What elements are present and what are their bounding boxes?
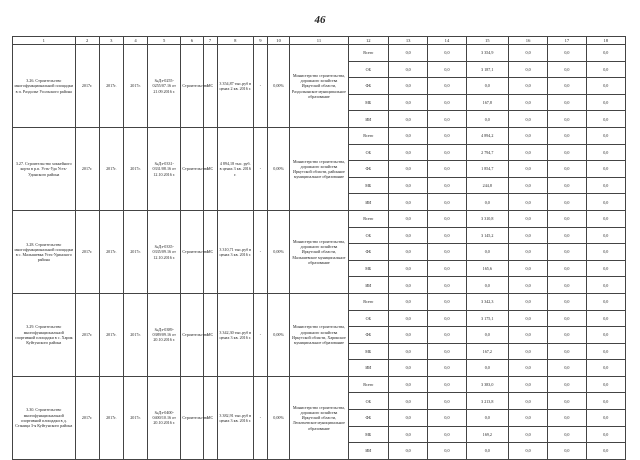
executor: Министерство строительства, дорожного хозяйства Иркутской области, Раздольинское муниципальное образование xyxy=(290,45,348,128)
funding-source: Всего xyxy=(348,45,388,62)
funding-source: Всего xyxy=(348,376,388,393)
funding-source: ОБ xyxy=(348,393,388,410)
funding-value: 0,0 xyxy=(586,293,625,310)
funding-value: 0,0 xyxy=(428,94,466,111)
funding-value: 0,0 xyxy=(586,111,625,128)
funding-value: 0,0 xyxy=(388,277,427,294)
funding-value: 0,0 xyxy=(508,260,547,277)
work-type: Строительство xyxy=(181,210,203,293)
funding-value: 0,0 xyxy=(388,244,427,261)
executor: Министерство строительства, дорожного хозяйства Иркутской области, районное муниципальное образование xyxy=(290,127,348,210)
object-name: 3.29. Строительство многофункциональной спортивной площадки в с. Харик Куйтунского района xyxy=(13,293,76,376)
year-mid: 2017г. xyxy=(99,45,123,128)
work-type: Строительство xyxy=(181,45,203,128)
funding-value: 0,0 xyxy=(428,310,466,327)
funding-value: 4 894,2 xyxy=(466,127,508,144)
funding-value: 0,0 xyxy=(586,127,625,144)
funding-value: 0,0 xyxy=(508,343,547,360)
header-cell: 2 xyxy=(75,37,99,45)
funding-value: 0,0 xyxy=(548,61,586,78)
funding-value: 0,0 xyxy=(548,210,586,227)
funding-value: 3 187,1 xyxy=(466,61,508,78)
funding-value: 0,0 xyxy=(388,410,427,427)
funding-value: 0,0 xyxy=(428,127,466,144)
funding-value: 0,0 xyxy=(466,360,508,377)
funding-value: 0,0 xyxy=(466,78,508,95)
funding-value: 0,0 xyxy=(508,78,547,95)
estimated-cost: 3 382,91 тыс.руб в ценах 3 кв. 2016 г. xyxy=(217,376,253,459)
readiness-percent: 0,00% xyxy=(268,293,290,376)
funding-value: 0,0 xyxy=(428,343,466,360)
work-type: Строительство xyxy=(181,376,203,459)
funding-value: 0,0 xyxy=(548,426,586,443)
column-9: - xyxy=(253,127,267,210)
funding-value: 0,0 xyxy=(586,426,625,443)
funding-value: 0,0 xyxy=(388,194,427,211)
object-name: 3.30. Строительство многофункциональной спортивной площадки в д. Станица 3-я Куйтунского района xyxy=(13,376,76,459)
funding-value: 3 213,8 xyxy=(466,393,508,410)
estimated-cost: 3 310,71 тыс.руб в ценах 3 кв. 2016 г. xyxy=(217,210,253,293)
funding-source: ФБ xyxy=(348,244,388,261)
funding-value: 0,0 xyxy=(548,360,586,377)
year-end: 2017г. xyxy=(123,293,147,376)
header-cell: 12 xyxy=(348,37,388,45)
executor: Министерство строительства, дорожного хозяйства Иркутской области, Харикское муниципальное образование xyxy=(290,293,348,376)
header-cell: 15 xyxy=(466,37,508,45)
ms-code: МС xyxy=(203,376,217,459)
funding-value: 0,0 xyxy=(388,376,427,393)
header-cell: 10 xyxy=(268,37,290,45)
readiness-percent: 0,00% xyxy=(268,45,290,128)
funding-value: 0,0 xyxy=(508,410,547,427)
funding-value: 0,0 xyxy=(428,376,466,393)
year-start: 2017г. xyxy=(75,45,99,128)
funding-value: 0,0 xyxy=(388,260,427,277)
funding-value: 0,0 xyxy=(586,343,625,360)
funding-value: 0,0 xyxy=(428,194,466,211)
work-type: Строительство xyxy=(181,127,203,210)
funding-value: 0,0 xyxy=(586,45,625,62)
funding-value: 0,0 xyxy=(428,144,466,161)
readiness-percent: 0,00% xyxy=(268,127,290,210)
header-cell: 6 xyxy=(181,37,203,45)
estimated-cost: 3 354,87 тыс.руб в ценах 2 кв. 2016 г. xyxy=(217,45,253,128)
table-row xyxy=(13,376,626,393)
year-mid: 2017г. xyxy=(99,127,123,210)
funding-value: 0,0 xyxy=(388,293,427,310)
funding-value: 0,0 xyxy=(586,194,625,211)
funding-value: 0,0 xyxy=(508,426,547,443)
contract-number: №Дз-0335-0335/09.16 от 12.10.2016 г. xyxy=(148,210,181,293)
funding-value: 0,0 xyxy=(428,410,466,427)
funding-source: Всего xyxy=(348,127,388,144)
year-mid: 2017г. xyxy=(99,210,123,293)
year-mid: 2017г. xyxy=(99,293,123,376)
funding-value: 3 354,9 xyxy=(466,45,508,62)
funding-value: 0,0 xyxy=(508,443,547,460)
column-9: - xyxy=(253,45,267,128)
estimated-cost: 3 342,30 тыс.руб в ценах 3 кв. 2016 г. xyxy=(217,293,253,376)
year-end: 2017г. xyxy=(123,45,147,128)
funding-value: 0,0 xyxy=(466,443,508,460)
header-row xyxy=(13,37,626,45)
funding-value: 0,0 xyxy=(548,127,586,144)
funding-value: 0,0 xyxy=(508,127,547,144)
funding-value: 0,0 xyxy=(548,443,586,460)
funding-value: 0,0 xyxy=(508,227,547,244)
funding-value: 3 175,1 xyxy=(466,310,508,327)
column-9: - xyxy=(253,376,267,459)
page-number: 46 xyxy=(314,14,326,26)
funding-value: 0,0 xyxy=(388,111,427,128)
funding-value: 0,0 xyxy=(428,210,466,227)
funding-value: 0,0 xyxy=(508,310,547,327)
funding-value: 0,0 xyxy=(428,177,466,194)
funding-source: ИИ xyxy=(348,443,388,460)
funding-value: 0,0 xyxy=(586,393,625,410)
year-end: 2017г. xyxy=(123,376,147,459)
funding-value: 0,0 xyxy=(548,177,586,194)
funding-value: 0,0 xyxy=(428,45,466,62)
funding-value: 3 310,8 xyxy=(466,210,508,227)
header-cell: 14 xyxy=(428,37,466,45)
funding-source: ФБ xyxy=(348,161,388,178)
column-9: - xyxy=(253,293,267,376)
funding-source: ИИ xyxy=(348,360,388,377)
funding-value: 0,0 xyxy=(548,343,586,360)
funding-value: 0,0 xyxy=(388,426,427,443)
funding-value: 0,0 xyxy=(586,327,625,344)
funding-value: 0,0 xyxy=(428,61,466,78)
funding-source: МБ xyxy=(348,426,388,443)
header-cell: 17 xyxy=(548,37,586,45)
header-cell: 18 xyxy=(586,37,625,45)
readiness-percent: 0,00% xyxy=(268,210,290,293)
funding-source: ОБ xyxy=(348,227,388,244)
funding-value: 0,0 xyxy=(586,61,625,78)
funding-value: 0,0 xyxy=(388,94,427,111)
funding-value: 0,0 xyxy=(508,61,547,78)
year-start: 2017г. xyxy=(75,127,99,210)
funding-value: 0,0 xyxy=(388,78,427,95)
funding-value: 2 794,7 xyxy=(466,144,508,161)
funding-value: 0,0 xyxy=(586,144,625,161)
funding-value: 0,0 xyxy=(548,78,586,95)
funding-value: 0,0 xyxy=(586,227,625,244)
funding-value: 0,0 xyxy=(388,61,427,78)
funding-value: 169,2 xyxy=(466,426,508,443)
funding-source: МБ xyxy=(348,343,388,360)
readiness-percent: 0,00% xyxy=(268,376,290,459)
funding-value: 0,0 xyxy=(466,410,508,427)
object-name: 3.26. Строительство многофункциональной площадки в п. Раздолье Усольского района xyxy=(13,45,76,128)
column-9: - xyxy=(253,210,267,293)
funding-value: 0,0 xyxy=(466,194,508,211)
funding-value: 0,0 xyxy=(586,94,625,111)
funding-value: 0,0 xyxy=(508,210,547,227)
contract-number: №Дз-0389-0389/09.16 от 20.10.2016 г. xyxy=(148,293,181,376)
object-name: 3.27. Строительство хоккейного корта в р.п. Усть-Уда Усть-Удинского района xyxy=(13,127,76,210)
year-end: 2017г. xyxy=(123,127,147,210)
funding-value: 0,0 xyxy=(548,45,586,62)
funding-source: ИИ xyxy=(348,111,388,128)
funding-value: 0,0 xyxy=(548,277,586,294)
funding-value: 0,0 xyxy=(508,144,547,161)
funding-value: 0,0 xyxy=(428,426,466,443)
executor: Министерство строительства, дорожного хозяйства Иркутской области, Малышевское муниципальное образование xyxy=(290,210,348,293)
funding-value: 0,0 xyxy=(586,210,625,227)
funding-value: 0,0 xyxy=(388,127,427,144)
program-table xyxy=(12,36,626,460)
funding-value: 0,0 xyxy=(508,393,547,410)
funding-value: 3 145,2 xyxy=(466,227,508,244)
funding-value: 0,0 xyxy=(548,327,586,344)
header-cell: 7 xyxy=(203,37,217,45)
funding-value: 0,0 xyxy=(508,244,547,261)
funding-value: 0,0 xyxy=(466,327,508,344)
funding-value: 0,0 xyxy=(548,227,586,244)
header-cell: 8 xyxy=(217,37,253,45)
table-row xyxy=(13,45,626,62)
funding-value: 0,0 xyxy=(586,443,625,460)
funding-value: 0,0 xyxy=(586,161,625,178)
funding-value: 0,0 xyxy=(548,310,586,327)
ms-code: МС xyxy=(203,293,217,376)
table-row xyxy=(13,210,626,227)
funding-value: 0,0 xyxy=(388,360,427,377)
funding-value: 0,0 xyxy=(548,410,586,427)
funding-value: 244,8 xyxy=(466,177,508,194)
funding-source: ОБ xyxy=(348,310,388,327)
funding-source: ИИ xyxy=(348,277,388,294)
funding-value: 0,0 xyxy=(548,376,586,393)
funding-value: 0,0 xyxy=(548,161,586,178)
funding-value: 1 854,7 xyxy=(466,161,508,178)
funding-source: ФБ xyxy=(348,327,388,344)
funding-value: 0,0 xyxy=(388,443,427,460)
estimated-cost: 4 894,18 тыс. руб. в ценах 3 кв. 2016 г. xyxy=(217,127,253,210)
work-type: Строительство xyxy=(181,293,203,376)
funding-value: 0,0 xyxy=(388,210,427,227)
funding-value: 0,0 xyxy=(388,227,427,244)
funding-value: 0,0 xyxy=(428,78,466,95)
funding-value: 0,0 xyxy=(388,343,427,360)
year-end: 2017г. xyxy=(123,210,147,293)
funding-value: 0,0 xyxy=(548,293,586,310)
ms-code: МС xyxy=(203,210,217,293)
object-name: 3.28. Строительство многофункциональной площадки в с. Малышевка Усть-Удинского района xyxy=(13,210,76,293)
funding-value: 0,0 xyxy=(548,260,586,277)
year-start: 2017г. xyxy=(75,210,99,293)
year-mid: 2017г. xyxy=(99,376,123,459)
funding-value: 0,0 xyxy=(586,310,625,327)
funding-value: 0,0 xyxy=(548,94,586,111)
funding-value: 0,0 xyxy=(428,293,466,310)
funding-value: 0,0 xyxy=(548,194,586,211)
funding-value: 0,0 xyxy=(508,45,547,62)
funding-source: ФБ xyxy=(348,410,388,427)
funding-value: 0,0 xyxy=(508,194,547,211)
funding-value: 0,0 xyxy=(428,244,466,261)
funding-source: ОБ xyxy=(348,144,388,161)
funding-value: 0,0 xyxy=(586,360,625,377)
contract-number: №Дз-0400-0400/10.16 от 20.10.2016 г. xyxy=(148,376,181,459)
table-row xyxy=(13,127,626,144)
funding-value: 0,0 xyxy=(428,111,466,128)
funding-value: 0,0 xyxy=(428,393,466,410)
header-cell: 3 xyxy=(99,37,123,45)
header-cell: 11 xyxy=(290,37,348,45)
funding-value: 0,0 xyxy=(428,443,466,460)
funding-value: 0,0 xyxy=(388,161,427,178)
funding-value: 0,0 xyxy=(508,161,547,178)
funding-value: 0,0 xyxy=(508,376,547,393)
funding-value: 0,0 xyxy=(428,161,466,178)
header-cell: 13 xyxy=(388,37,427,45)
funding-value: 0,0 xyxy=(508,293,547,310)
funding-value: 0,0 xyxy=(548,144,586,161)
funding-value: 167,2 xyxy=(466,343,508,360)
funding-source: ОБ xyxy=(348,61,388,78)
funding-value: 0,0 xyxy=(388,144,427,161)
header-cell: 4 xyxy=(123,37,147,45)
funding-value: 0,0 xyxy=(586,244,625,261)
executor: Министерство строительства, дорожного хозяйства Иркутской области, Леонтьевское муниципальное образование xyxy=(290,376,348,459)
funding-value: 0,0 xyxy=(428,260,466,277)
funding-value: 0,0 xyxy=(428,360,466,377)
funding-value: 3 383,0 xyxy=(466,376,508,393)
funding-value: 0,0 xyxy=(466,277,508,294)
funding-source: ФБ xyxy=(348,78,388,95)
ms-code: МС xyxy=(203,45,217,128)
funding-value: 167,8 xyxy=(466,94,508,111)
funding-value: 0,0 xyxy=(388,327,427,344)
funding-value: 0,0 xyxy=(586,177,625,194)
funding-value: 0,0 xyxy=(428,277,466,294)
year-start: 2017г. xyxy=(75,376,99,459)
funding-value: 0,0 xyxy=(586,410,625,427)
funding-source: ИИ xyxy=(348,194,388,211)
funding-source: Всего xyxy=(348,210,388,227)
funding-source: Всего xyxy=(348,293,388,310)
funding-value: 0,0 xyxy=(586,260,625,277)
header-cell: 1 xyxy=(13,37,76,45)
contract-number: №Дз-0331-0331/08.16 от 12.10.2016 г. xyxy=(148,127,181,210)
funding-value: 0,0 xyxy=(466,111,508,128)
funding-value: 0,0 xyxy=(428,227,466,244)
header-cell: 16 xyxy=(508,37,547,45)
funding-value: 0,0 xyxy=(548,111,586,128)
funding-value: 3 342,3 xyxy=(466,293,508,310)
funding-value: 165,6 xyxy=(466,260,508,277)
year-start: 2017г. xyxy=(75,293,99,376)
funding-value: 0,0 xyxy=(388,393,427,410)
header-cell: 5 xyxy=(148,37,181,45)
funding-value: 0,0 xyxy=(466,244,508,261)
funding-value: 0,0 xyxy=(388,177,427,194)
funding-source: МБ xyxy=(348,260,388,277)
funding-value: 0,0 xyxy=(548,244,586,261)
funding-value: 0,0 xyxy=(508,94,547,111)
table-row xyxy=(13,293,626,310)
funding-value: 0,0 xyxy=(388,45,427,62)
funding-value: 0,0 xyxy=(388,310,427,327)
header-cell: 9 xyxy=(253,37,267,45)
contract-number: №Дз-0255-0255/07.16 от 21.09.2016 г. xyxy=(148,45,181,128)
funding-source: МБ xyxy=(348,177,388,194)
funding-value: 0,0 xyxy=(508,177,547,194)
funding-value: 0,0 xyxy=(508,111,547,128)
funding-value: 0,0 xyxy=(508,360,547,377)
funding-value: 0,0 xyxy=(508,277,547,294)
ms-code: МС xyxy=(203,127,217,210)
funding-source: МБ xyxy=(348,94,388,111)
funding-value: 0,0 xyxy=(586,277,625,294)
funding-value: 0,0 xyxy=(428,327,466,344)
funding-value: 0,0 xyxy=(548,393,586,410)
funding-value: 0,0 xyxy=(508,327,547,344)
funding-value: 0,0 xyxy=(586,376,625,393)
funding-value: 0,0 xyxy=(586,78,625,95)
